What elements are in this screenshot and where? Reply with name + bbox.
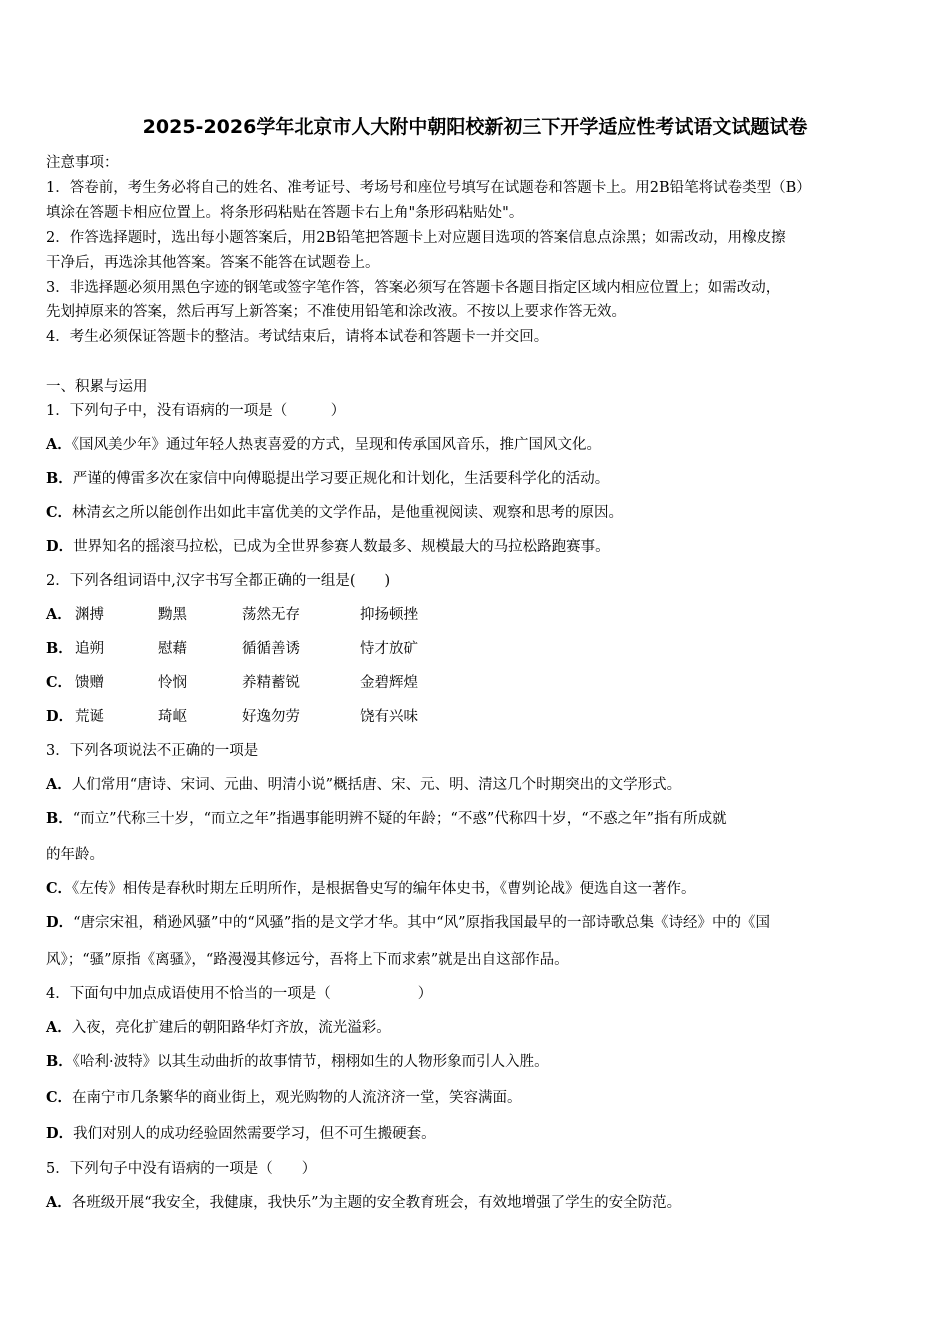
option-label: A． [46, 776, 72, 793]
word: 循循善诱 [242, 641, 300, 657]
option-text: 在南宁市几条繁华的商业街上，观光购物的人流济济一堂，笑容满面。 [72, 1090, 522, 1106]
q1-option-d [46, 537, 610, 557]
option-label: A． [46, 606, 72, 623]
word: 抑扬顿挫 [360, 607, 418, 623]
q1-option-a [46, 435, 601, 455]
q3-option-c [46, 879, 696, 899]
option-text: 《左传》相传是春秋时期左丘明所作，是根据鲁史写的编年体史书，《曹刿论战》便选自这一著作。 [72, 881, 696, 897]
word: 黝黑 [158, 607, 187, 623]
question-1-stem: 1．下列句子中，没有语病的一项是（ ） [46, 403, 346, 419]
notice-line: 填涂在答题卡相应位置上。将条形码粘贴在答题卡右上角"条形码粘贴处"。 [46, 205, 524, 221]
word: 渊搏 [75, 607, 104, 623]
notice-line: 2．作答选择题时，选出每小题答案后，用2B铅笔把答题卡上对应题目选项的答案信息点涂黑；如需改动，用橡皮擦 [46, 230, 786, 246]
word: 饶有兴味 [360, 709, 418, 725]
q2-option-a [46, 605, 646, 625]
word: 养精蓄锐 [242, 675, 300, 691]
word: 馈赠 [75, 675, 104, 691]
word: 恃才放矿 [360, 641, 418, 657]
option-label: C． [46, 504, 73, 521]
q3-option-b [46, 809, 727, 829]
exam-title: 2025-2026学年北京市人大附中朝阳校新初三下开学适应性考试语文试题试卷 [142, 116, 808, 138]
option-text: 严谨的傅雷多次在家信中向傅聪提出学习要正规化和计划化，生活要科学化的活动。 [72, 471, 610, 487]
word: 好逸勿劳 [242, 709, 300, 725]
notice-line: 干净后，再选涂其他答案。答案不能答在试题卷上。 [46, 255, 380, 271]
q2-option-c [46, 673, 646, 693]
word: 荒诞 [75, 709, 104, 725]
option-label: C． [46, 674, 73, 691]
notice-heading: 注意事项： [46, 155, 119, 171]
option-text: 《哈利·波特》以其生动曲折的故事情节，栩栩如生的人物形象而引人入胜。 [72, 1054, 549, 1070]
q3-option-d [46, 913, 770, 933]
option-label: B． [46, 1053, 73, 1070]
word: 琦岖 [158, 709, 187, 725]
word: 追朔 [75, 641, 104, 657]
q2-option-d [46, 707, 646, 727]
question-5-stem: 5．下列句子中没有语病的一项是（ ） [46, 1161, 317, 1177]
notice-line: 先划掉原来的答案，然后再写上新答案；不准使用铅笔和涂改液。不按以上要求作答无效。 [46, 304, 626, 320]
notice-line: 1．答卷前，考生务必将自己的姓名、准考证号、考场号和座位号填写在试题卷和答题卡上。用2B铅笔将试卷类型（B） [46, 180, 811, 196]
option-label: D． [46, 914, 74, 931]
option-text: 人们常用“唐诗、宋词、元曲、明清小说”概括唐、宋、元、明、清这几个时期突出的文学形式。 [71, 777, 682, 793]
option-label: B． [46, 640, 73, 657]
option-text: 我们对别人的成功经验固然需要学习，但不可生搬硬套。 [73, 1126, 436, 1142]
q4-option-a [46, 1018, 391, 1038]
q5-option-a [46, 1193, 681, 1213]
option-text: “而立”代称三十岁，“而立之年”指遇事能明辨不疑的年龄；“不惑”代称四十岁，“不惑之年”指有所成就 [72, 811, 727, 827]
word: 慰藉 [158, 641, 187, 657]
option-label: A． [46, 1194, 72, 1211]
option-label: C． [46, 880, 73, 897]
option-label: D． [46, 708, 74, 725]
q4-option-d [46, 1124, 436, 1144]
q1-option-c [46, 503, 623, 523]
option-text: 林清玄之所以能创作出如此丰富优美的文学作品，是他重视阅读、观察和思考的原因。 [72, 505, 624, 521]
option-label: D． [46, 1125, 74, 1142]
word: 怜悯 [158, 675, 187, 691]
word: 金碧辉煌 [360, 675, 418, 691]
q3-option-a [46, 775, 681, 795]
option-text: 入夜，亮化扩建后的朝阳路华灯齐放，流光溢彩。 [71, 1020, 391, 1036]
q4-option-c [46, 1088, 522, 1108]
option-text: 世界知名的摇滚马拉松，已成为全世界参赛人数最多、规模最大的马拉松路跑赛事。 [73, 539, 610, 555]
option-label: B． [46, 470, 73, 487]
option-label: A． [46, 436, 72, 453]
option-label: C． [46, 1089, 73, 1106]
q3-option-b-cont: 的年龄。 [46, 847, 104, 863]
question-2-stem: 2．下列各组词语中,汉字书写全都正确的一组是( ) [46, 573, 391, 589]
option-text: “唐宗宋祖，稍逊风骚”中的“风骚”指的是文学才华。其中“风”原指我国最早的一部诗歌总集《诗经》中的《国 [73, 915, 771, 931]
q1-option-b [46, 469, 609, 489]
option-label: A． [46, 1019, 72, 1036]
notice-line: 4．考生必须保证答题卡的整洁。考试结束后，请将本试卷和答题卡一并交回。 [46, 329, 549, 345]
option-text: 各班级开展“我安全，我健康，我快乐”为主题的安全教育班会，有效地增强了学生的安全防范。 [71, 1195, 682, 1211]
option-label: B． [46, 810, 73, 827]
option-text: 《国风美少年》通过年轻人热衷喜爱的方式，呈现和传承国风音乐，推广国风文化。 [71, 437, 602, 453]
word: 荡然无存 [242, 607, 300, 623]
q4-option-b [46, 1052, 549, 1072]
option-label: D． [46, 538, 74, 555]
question-3-stem: 3．下列各项说法不正确的一项是 [46, 743, 259, 759]
section-heading: 一、积累与运用 [46, 379, 148, 395]
q3-option-d-cont: 风》；“骚”原指《离骚》，“路漫漫其修远兮，吾将上下而求索”就是出自这部作品。 [46, 952, 569, 968]
notice-line: 3．非选择题必须用黑色字迹的钢笔或签字笔作答，答案必须写在答题卡各题目指定区域内相应位置上；如需改动， [46, 280, 781, 296]
q2-option-b [46, 639, 646, 659]
question-4-stem: 4．下面句中加点成语使用不恰当的一项是（ ） [46, 986, 433, 1002]
